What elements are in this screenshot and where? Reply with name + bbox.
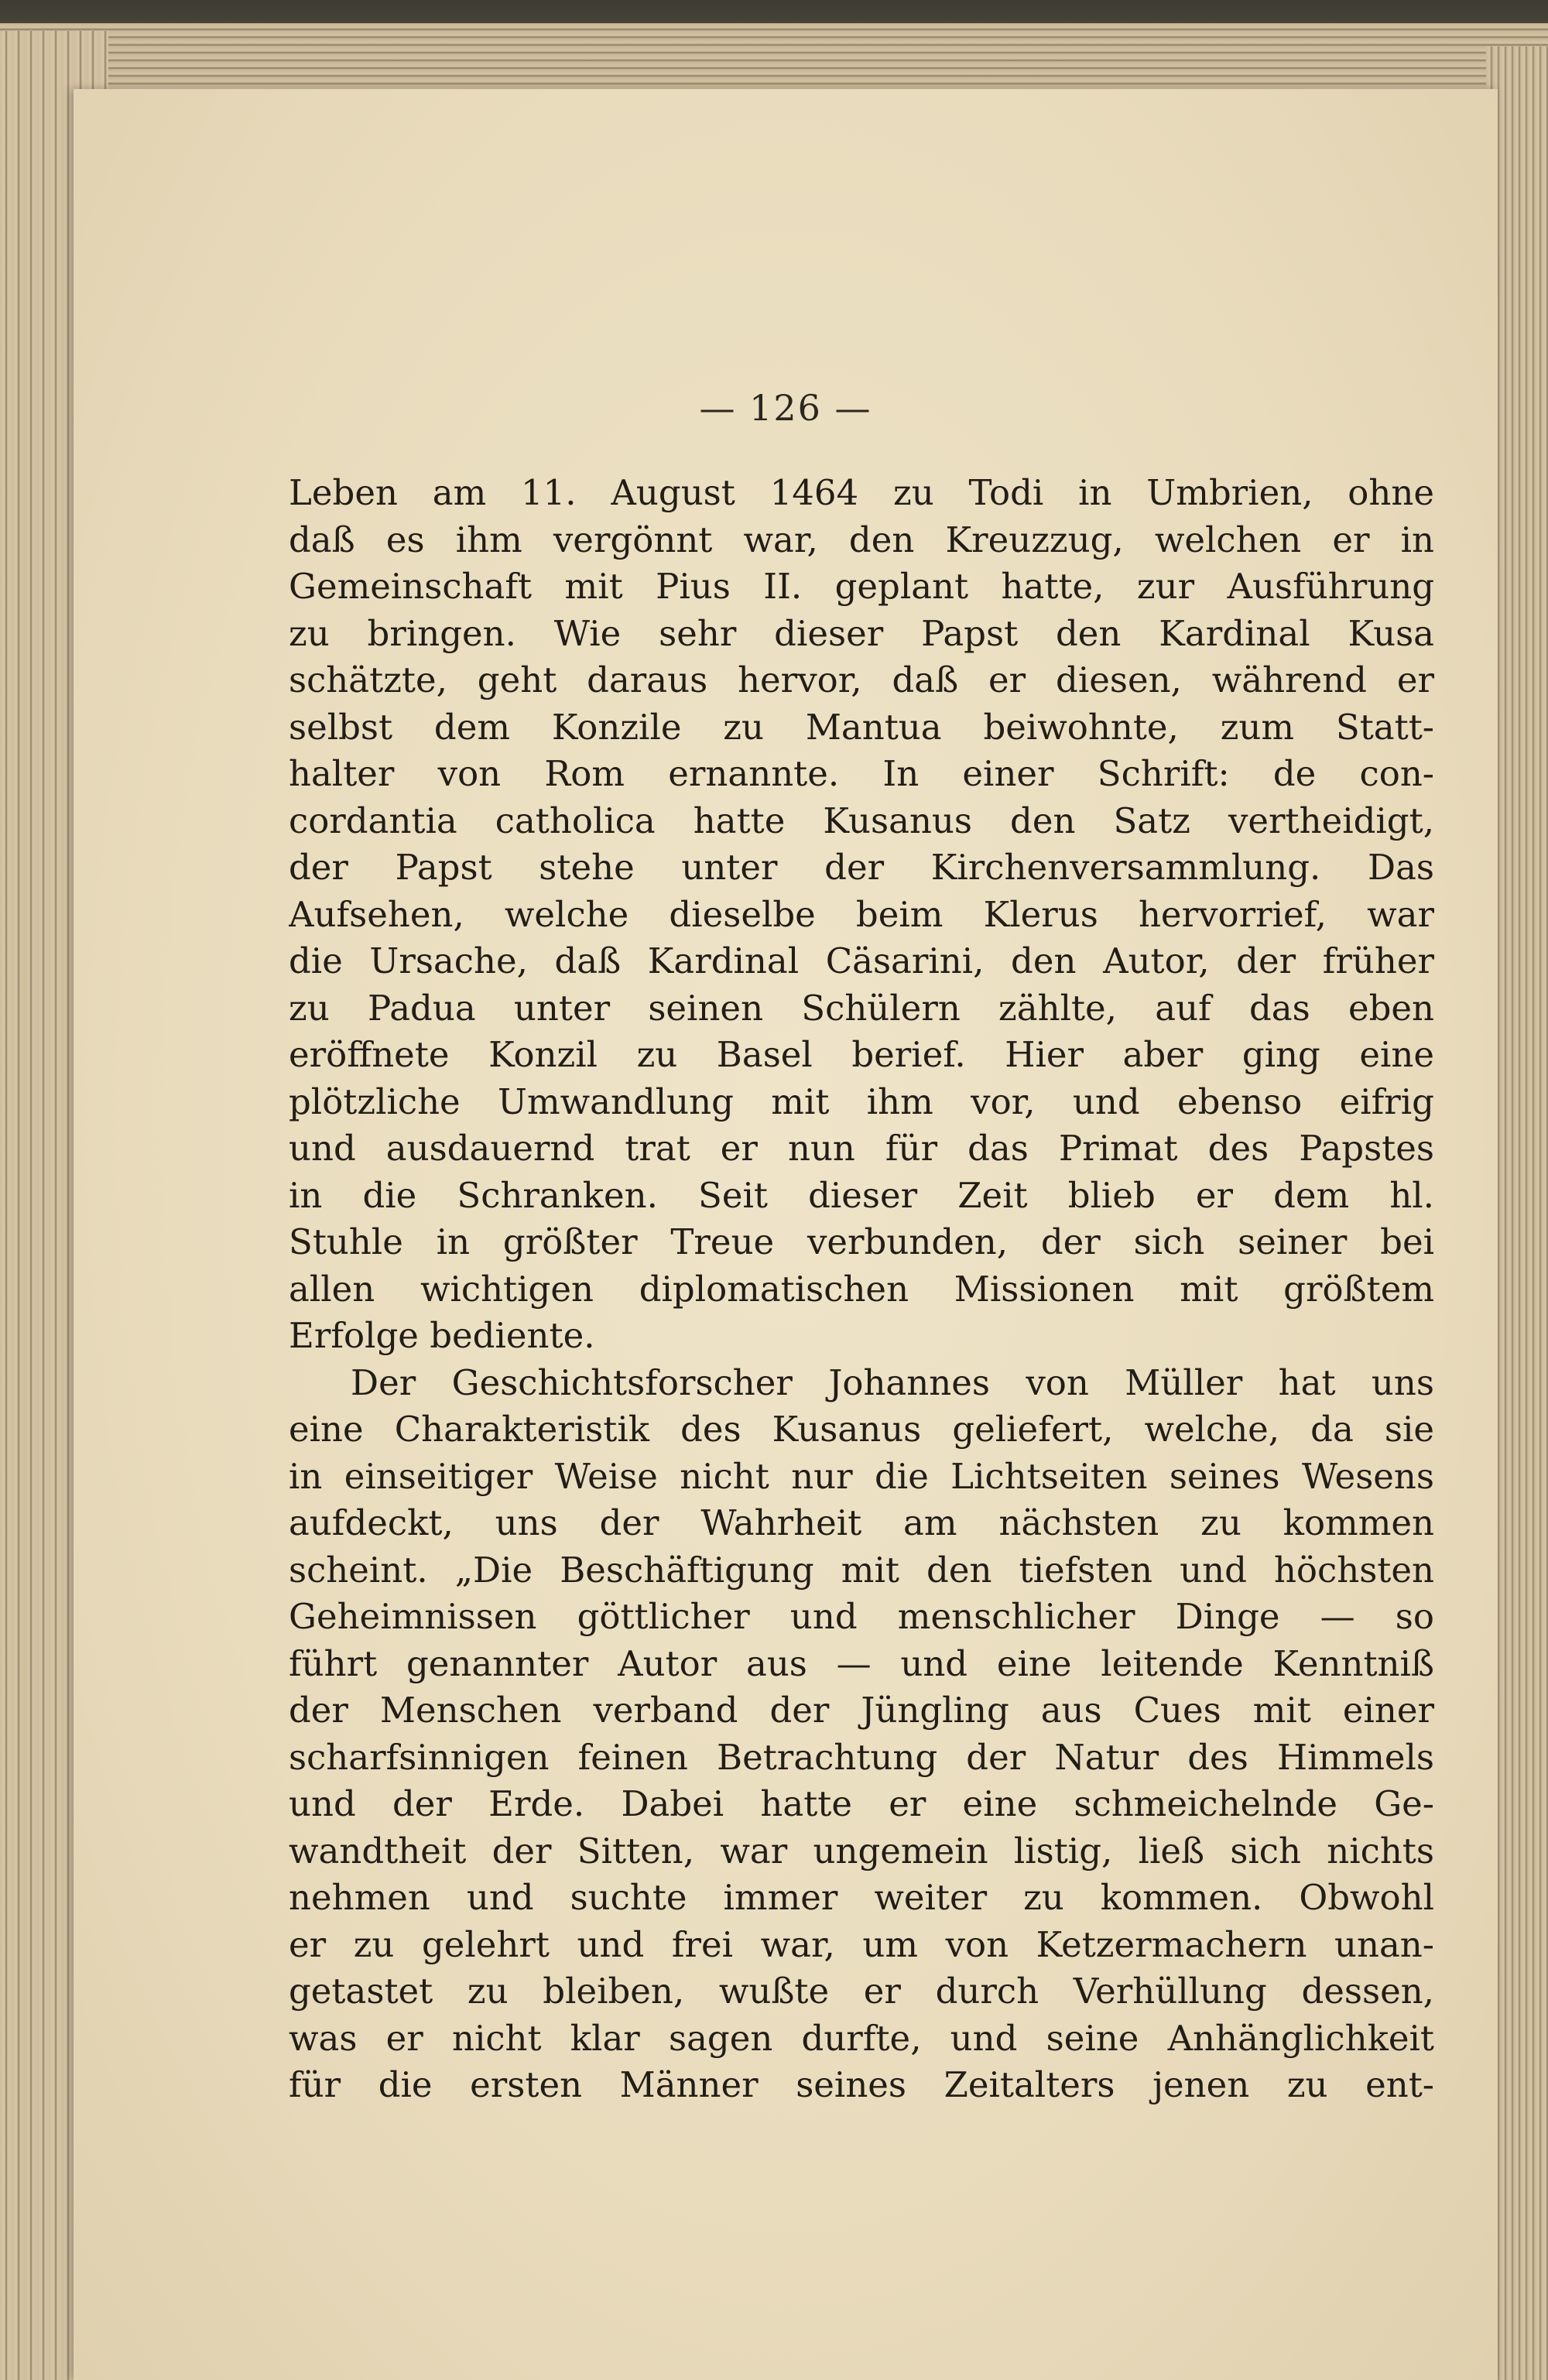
text-line: allen wichtigen diplomatischen Missionen mit größtem [289, 1268, 1434, 1310]
text-line: der Menschen verband der Jüngling aus Cues mit einer [289, 1690, 1434, 1731]
text-line: getastet zu bleiben, wußte er durch Verhüllung dessen, [289, 1971, 1434, 2012]
text-line: Stuhle in größter Treue verbunden, der sich seiner bei [289, 1221, 1434, 1262]
text-line: halter von Rom ernannte. In einer Schrift: de con- [289, 753, 1434, 794]
text-line: und ausdauernd trat er nun für das Primat des Papstes [289, 1128, 1434, 1169]
book-page [74, 89, 1498, 2380]
text-line: plötzliche Umwandlung mit ihm vor, und ebenso eifrig [289, 1080, 1434, 1122]
text-line: in die Schranken. Seit dieser Zeit blieb er dem hl. [289, 1174, 1434, 1216]
text-line: Leben am 11. August 1464 zu Todi in Umbrien, ohne [289, 472, 1434, 513]
body-text [289, 470, 1434, 2109]
text-line: scharfsinnigen feinen Betrachtung der Natur des Himmels [289, 1736, 1434, 1778]
text-line: eröffnete Konzil zu Basel berief. Hier aber ging eine [289, 1034, 1434, 1075]
text-line: er zu gelehrt und frei war, um von Ketzermachern unan- [289, 1923, 1434, 1965]
text-line: Der Geschichtsforscher Johannes von Müller hat uns [351, 1361, 1434, 1403]
text-line: in einseitiger Weise nicht nur die Lichtseiten seines Wesens [289, 1455, 1434, 1497]
text-line: schätzte, geht daraus hervor, daß er diesen, während er [289, 659, 1434, 700]
text-line: Gemeinschaft mit Pius II. geplant hatte, zur Ausführung [289, 566, 1434, 607]
text-line: nehmen und suchte immer weiter zu kommen. Obwohl [289, 1877, 1434, 1918]
text-line: führt genannter Autor aus — und eine leitende Kenntniß [289, 1642, 1434, 1684]
text-line: was er nicht klar sagen durfte, und seine Anhänglichkeit [289, 2017, 1434, 2059]
text-line: Erfolge bediente. [289, 1315, 595, 1356]
text-line: Geheimnissen göttlicher und menschlicher Dinge — so [289, 1596, 1434, 1637]
text-line: selbst dem Konzile zu Mantua beiwohnte, zum Statt- [289, 706, 1434, 748]
text-line: scheint. „Die Beschäftigung mit den tiefsten und höchsten [289, 1549, 1434, 1591]
text-line: zu Padua unter seinen Schülern zählte, auf das eben [289, 987, 1434, 1029]
text-line: der Papst stehe unter der Kirchenversammlung. Das [289, 847, 1434, 888]
text-line: zu bringen. Wie sehr dieser Papst den Kardinal Kusa [289, 612, 1434, 654]
text-line: Aufsehen, welche dieselbe beim Klerus hervorrief, war [289, 893, 1434, 935]
page-number: — 126 — [699, 387, 872, 429]
text-line: wandtheit der Sitten, war ungemein listig, ließ sich nichts [289, 1830, 1434, 1871]
text-line: eine Charakteristik des Kusanus geliefert, welche, da sie [289, 1409, 1434, 1450]
text-line: und der Erde. Dabei hatte er eine schmeichelnde Ge- [289, 1783, 1434, 1824]
text-line: aufdeckt, uns der Wahrheit am nächsten zu kommen [289, 1502, 1434, 1543]
text-line: cordantia catholica hatte Kusanus den Satz vertheidigt, [289, 800, 1434, 841]
text-line: für die ersten Männer seines Zeitalters jenen zu ent- [289, 2064, 1434, 2105]
text-line: daß es ihm vergönnt war, den Kreuzzug, welchen er in [289, 519, 1434, 560]
text-line: die Ursache, daß Kardinal Cäsarini, den Autor, der früher [289, 940, 1434, 981]
